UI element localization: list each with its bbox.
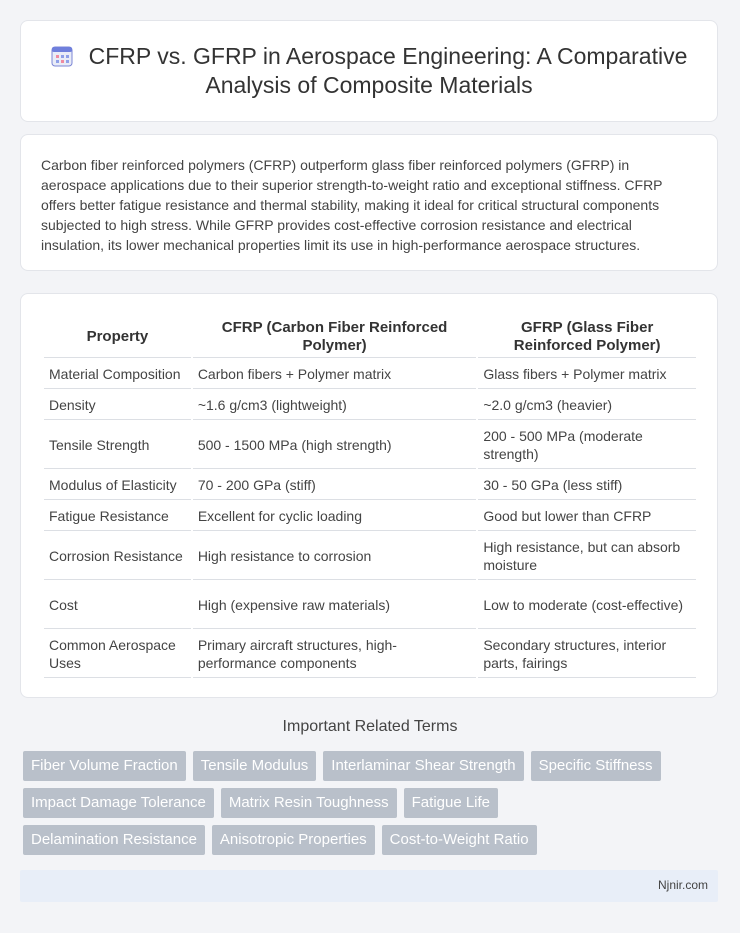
cell-gfrp: Glass fibers + Polymer matrix [478, 360, 696, 389]
table-row [44, 391, 696, 420]
table-row [44, 422, 696, 469]
header-cfrp: CFRP (Carbon Fiber Reinforced Polymer) [193, 317, 477, 358]
term-tag[interactable]: Fiber Volume Fraction [23, 751, 186, 781]
cell-property: Fatigue Resistance [44, 502, 191, 531]
cell-property: Density [44, 391, 191, 420]
title-card [20, 20, 718, 122]
table-row [44, 471, 696, 500]
table-row [44, 631, 696, 678]
cell-gfrp: 30 - 50 GPa (less stiff) [478, 471, 696, 500]
term-tag[interactable]: Specific Stiffness [531, 751, 661, 781]
table-row [44, 533, 696, 580]
header-gfrp: GFRP (Glass Fiber Reinforced Polymer) [478, 317, 696, 358]
footer-site[interactable]: Njnir.com [657, 878, 708, 892]
cell-cfrp: Primary aircraft structures, high-performance components [193, 631, 477, 678]
term-row [23, 788, 723, 818]
page-title-text: CFRP vs. GFRP in Aerospace Engineering: A Comparative Analysis of Composite Materials [88, 43, 688, 98]
cell-gfrp: Good but lower than CFRP [478, 502, 696, 531]
term-tag[interactable]: Tensile Modulus [193, 751, 317, 781]
footer-bar [20, 870, 718, 902]
calendar-grid-icon [51, 45, 73, 67]
cell-property: Tensile Strength [44, 422, 191, 469]
cell-cfrp: 500 - 1500 MPa (high strength) [193, 422, 477, 469]
table-header-row [44, 317, 696, 358]
cell-cfrp: 70 - 200 GPa (stiff) [193, 471, 477, 500]
header-property: Property [44, 317, 191, 358]
cell-cfrp: High resistance to corrosion [193, 533, 477, 580]
term-row [23, 751, 723, 781]
related-terms [23, 751, 723, 862]
table-row [44, 582, 696, 629]
term-tag[interactable]: Anisotropic Properties [212, 825, 375, 855]
cell-gfrp: ~2.0 g/cm3 (heavier) [478, 391, 696, 420]
term-tag[interactable]: Interlaminar Shear Strength [323, 751, 523, 781]
cell-cfrp: High (expensive raw materials) [193, 582, 477, 629]
summary-card [20, 134, 718, 271]
term-tag[interactable]: Fatigue Life [404, 788, 498, 818]
page-title [39, 42, 699, 100]
term-tag[interactable]: Cost-to-Weight Ratio [382, 825, 537, 855]
term-tag[interactable]: Impact Damage Tolerance [23, 788, 214, 818]
term-tag[interactable]: Matrix Resin Toughness [221, 788, 397, 818]
term-tag[interactable]: Delamination Resistance [23, 825, 205, 855]
cell-property: Material Composition [44, 360, 191, 389]
cell-gfrp: Low to moderate (cost-effective) [478, 582, 696, 629]
cell-cfrp: Carbon fibers + Polymer matrix [193, 360, 477, 389]
cell-gfrp: High resistance, but can absorb moisture [478, 533, 696, 580]
cell-property: Common Aerospace Uses [44, 631, 191, 678]
cell-property: Cost [44, 582, 191, 629]
cell-property: Modulus of Elasticity [44, 471, 191, 500]
cell-cfrp: ~1.6 g/cm3 (lightweight) [193, 391, 477, 420]
summary-text: Carbon fiber reinforced polymers (CFRP) outperform glass fiber reinforced polymers (GFRP) in aerospace applications due to their superior strength-to-weight ratio and exceptional stiffness. CFRP offers better fatigue resistance and thermal stability, making it ideal for critical structural components subjected to high stress. While GFRP provides cost-effective corrosion resistance and electrical insulation, its lower mechanical properties limit its use in high-performance aerospace structures. [41, 157, 663, 253]
comparison-table-card [20, 293, 718, 698]
cell-gfrp: Secondary structures, interior parts, fairings [478, 631, 696, 678]
cell-gfrp: 200 - 500 MPa (moderate strength) [478, 422, 696, 469]
cell-cfrp: Excellent for cyclic loading [193, 502, 477, 531]
cell-property: Corrosion Resistance [44, 533, 191, 580]
term-row [23, 825, 723, 855]
comparison-table [42, 315, 698, 680]
table-row [44, 502, 696, 531]
table-row [44, 360, 696, 389]
related-terms-heading: Important Related Terms [282, 718, 458, 735]
